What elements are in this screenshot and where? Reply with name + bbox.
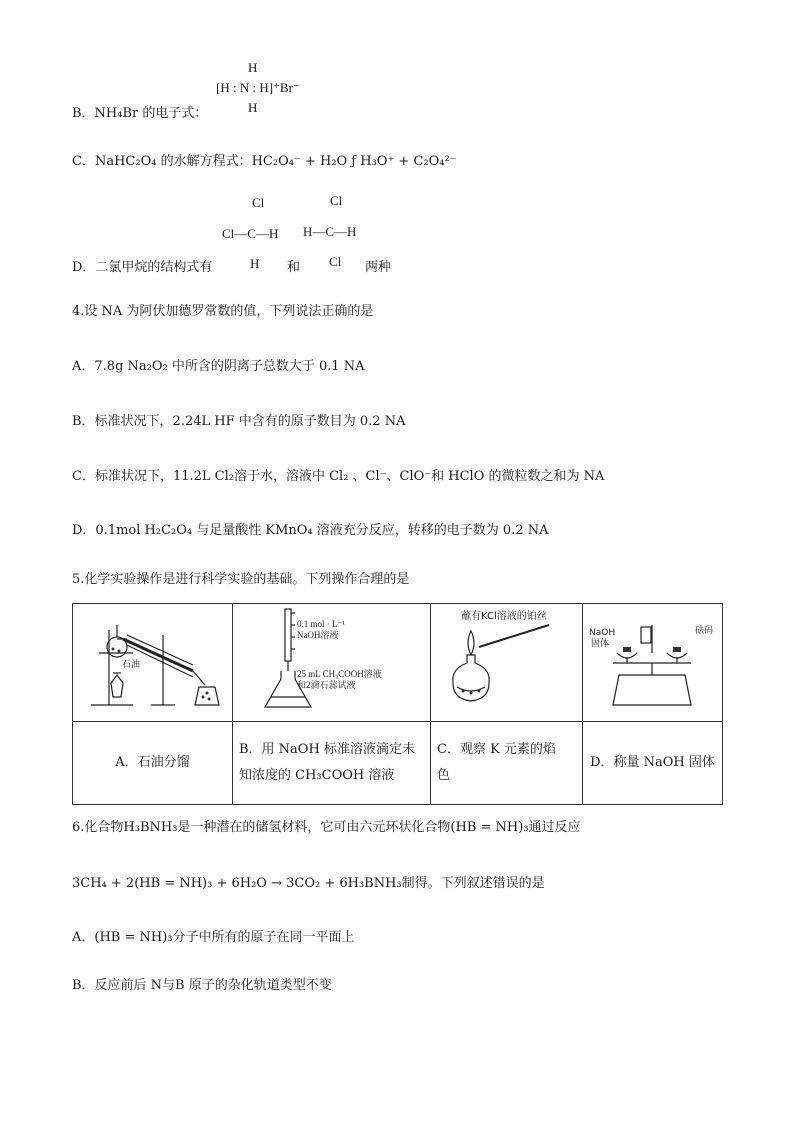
fig-b-concentration: 0.1 mol · L⁻¹ [297, 619, 345, 629]
figure-b-titration [233, 604, 431, 722]
fig-b-flask-1: 25 mL CH₃COOH溶液 [297, 669, 382, 679]
experiment-table [72, 603, 723, 805]
figure-d-balance [583, 604, 723, 722]
caption-c [431, 722, 583, 805]
struct2-middle: H—C—H [303, 224, 357, 239]
lewis-formula: [H : N : H]⁺Br⁻ [216, 80, 300, 95]
fig-a-oil-label: 石油 [122, 659, 141, 669]
lewis-top-h: H [248, 60, 258, 75]
fig-b-naoh: NaOH溶液 [297, 630, 339, 640]
caption-d: D．称量 NaOH 固体 [583, 722, 723, 805]
fig-d-solid: 固体 [591, 639, 610, 649]
q4-option-b: B．标准状况下，2.24L HF 中含有的原子数目为 0.2 NA [72, 414, 406, 429]
struct1-bottom: H [250, 256, 260, 271]
caption-b [233, 722, 431, 805]
option-c-hydrolysis: C．NaHC₂O₄ 的水解方程式：HC₂O₄⁻ + H₂O ƒ H₃O⁺ + C₂O₄²⁻ [72, 154, 457, 169]
caption-b-line2: 知浓度的 CH₃COOH 溶液 [239, 768, 395, 783]
q6-stem-1: 6.化合物H₃BNH₃是一种潜在的储氢材料，它可由六元环状化合物(HB = NH)₃通过反应 [72, 820, 581, 835]
caption-b-line1: B．用 NaOH 标准溶液滴定未 [239, 742, 415, 757]
figure-c-flame-test [431, 604, 583, 722]
fig-c-wire-label: 蘸有KCl溶液的铂丝 [461, 611, 547, 622]
fig-b-flask-2: 和2滴石蕊试液 [297, 680, 356, 690]
struct-tail: 两种 [365, 260, 392, 275]
q4-option-d: D．0.1mol H₂C₂O₄ 与足量酸性 KMnO₄ 溶液充分反应，转移的电子数为 0.2 NA [72, 523, 549, 538]
figure-a-distillation [73, 604, 233, 722]
q4-option-a: A．7.8g Na₂O₂ 中所含的阴离子总数大于 0.1 NA [72, 359, 365, 374]
caption-a: A．石油分馏 [73, 722, 233, 805]
lewis-bottom-h: H [248, 100, 258, 115]
struct2-bottom: Cl [329, 254, 342, 269]
caption-c-line1: C．观察 K 元素的焰 [437, 742, 556, 757]
q4-option-c: C．标准状况下，11.2L Cl₂溶于水，溶液中 Cl₂ 、Cl⁻、ClO⁻和 HClO 的微粒数之和为 NA [72, 469, 605, 484]
caption-c-line2: 色 [437, 768, 451, 783]
struct-and: 和 [287, 260, 301, 275]
q6-stem-2: 3CH₄ + 2(HB = NH)₃ + 6H₂O → 3CO₂ + 6H₃BNH₃制得。下列叙述错误的是 [72, 876, 545, 891]
struct2-top: Cl [330, 193, 343, 208]
q6-option-a: A．(HB = NH)₃分子中所有的原子在同一平面上 [72, 930, 355, 945]
struct1-middle: Cl—C—H [222, 226, 279, 241]
fig-d-weights: 砝码 [695, 626, 714, 636]
q5-stem: 5.化学实验操作是进行科学实验的基础。下列操作合理的是 [72, 572, 410, 587]
fig-d-naoh: NaOH [589, 628, 616, 638]
option-b-electron-formula: B．NH₄Br 的电子式： [72, 106, 208, 121]
q4-stem: 4.设 NA 为阿伏加德罗常数的值，下列说法正确的是 [72, 304, 374, 319]
q6-option-b: B．反应前后 N与B 原子的杂化轨道类型不变 [72, 978, 332, 993]
struct1-top: Cl [252, 195, 265, 210]
option-d-structures: D．二氯甲烷的结构式有 [72, 260, 213, 275]
